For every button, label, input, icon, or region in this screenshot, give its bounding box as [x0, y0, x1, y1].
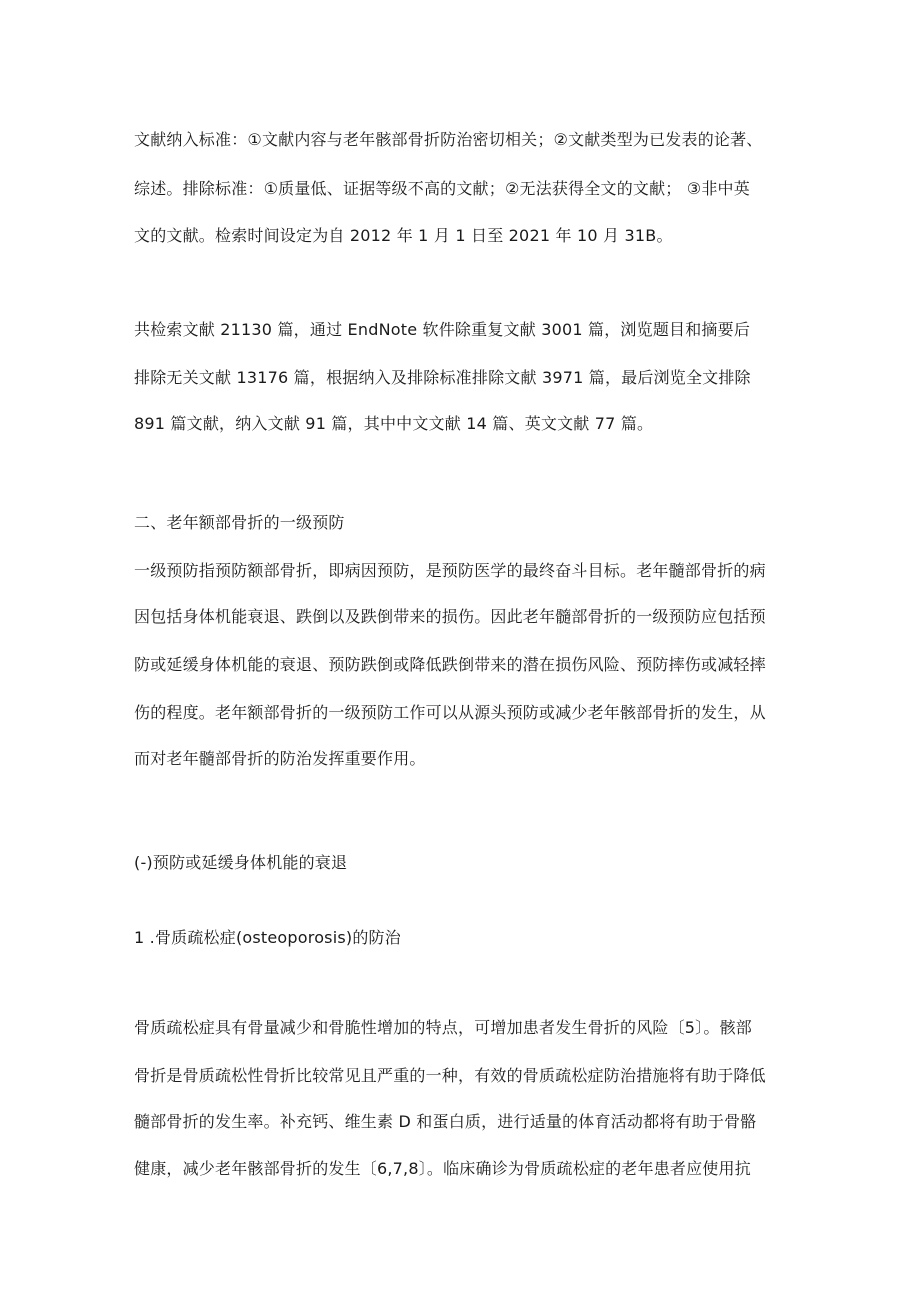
text-line: 共检索文献 21130 篇，通过 EndNote 软件除重复文献 3001 篇，浏览题目和摘要后 [134, 320, 751, 339]
text-line: 文的文献。检索时间设定为自 2012 年 1 月 1 日至 2021 年 10 月 31B。 [134, 226, 673, 245]
text-line: 排除无关文献 13176 篇，根据纳入及排除标准排除文献 3971 篇，最后浏览全文排除 [134, 368, 751, 387]
text-line: 防或延缓身体机能的衰退、预防跌倒或降低跌倒带来的潜在损伤风险、预防摔伤或减轻摔 [134, 655, 766, 674]
item-heading: 1 .骨质疏松症(osteoporosis)的防治 [134, 928, 401, 947]
text-line: 文献纳入标准：①文献内容与老年骸部骨折防治密切相关；②文献类型为已发表的论著、 [134, 130, 763, 149]
section-heading: 二、老年额部骨折的一级预防 [134, 513, 345, 532]
text-line: 而对老年髓部骨折的防治发挥重要作用。 [134, 749, 426, 768]
text-line: 骨质疏松症具有骨量减少和骨脆性增加的特点，可增加患者发生骨折的风险〔5〕。骸部 [134, 1018, 752, 1037]
text-line: 伤的程度。老年额部骨折的一级预防工作可以从源头预防或减少老年骸部骨折的发生，从 [134, 703, 766, 722]
text-line: 891 篇文献，纳入文献 91 篇，其中中文文献 14 篇、英文文献 77 篇。 [134, 414, 654, 433]
text-line: 因包括身体机能衰退、跌倒以及跌倒带来的损伤。因此老年髓部骨折的一级预防应包括预 [134, 607, 766, 626]
subsection-heading: (-)预防或延缓身体机能的衰退 [134, 853, 348, 872]
text-line: 健康，减少老年骸部骨折的发生〔6,7,8〕。临床确诊为骨质疏松症的老年患者应使用抗 [134, 1159, 751, 1178]
text-line: 髓部骨折的发生率。补充钙、维生素 D 和蛋白质，进行适量的体育活动都将有助于骨骼 [134, 1112, 757, 1131]
text-line: 骨折是骨质疏松性骨折比较常见且严重的一种，有效的骨质疏松症防治措施将有助于降低 [134, 1066, 766, 1085]
text-line: 综述。排除标准：①质量低、证据等级不高的文献；②无法获得全文的文献； ③非中英 [134, 179, 750, 198]
text-line: 一级预防指预防额部骨折，即病因预防，是预防医学的最终奋斗目标。老年髓部骨折的病 [134, 561, 766, 580]
